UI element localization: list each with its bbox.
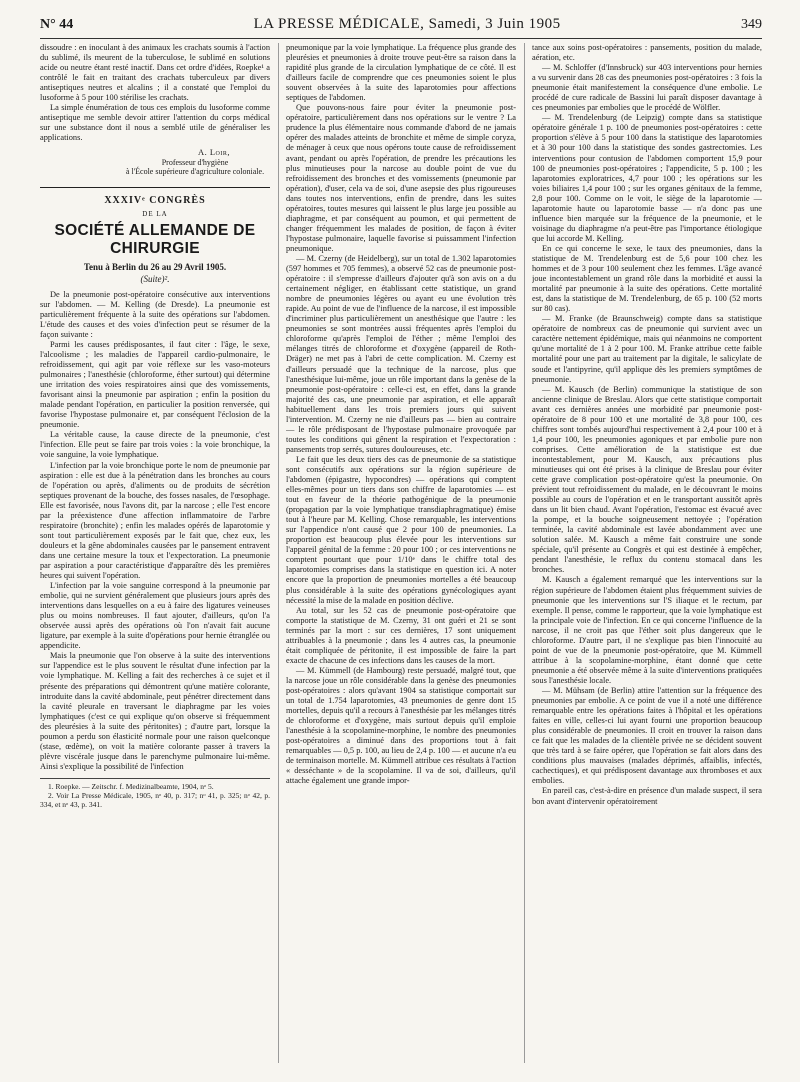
column-rule bbox=[278, 43, 279, 1063]
paragraph: Mais la pneumonie que l'on observe à la suite des interventions sur l'appendice est le plus souvent le résultat d'une infection par la voie lymphatique. M. Kelling a fait des recherches à ce sujet et il présente des préparations qui démontrent qu'une matière colorante, introduite dans la cavité abdominale, peut pénétrer directement dans la cavité pleurale en traversant le diaphragme par les voies lymphatiques (c'est ce qui explique qu'on observe si fréquemment des pleurésies à la suite des péritonites) ; d'autre part, lorsque la poumon a perdu son élasticité normale pour une raison quelconque (stase, œdème), on voit la matière colorante passer à travers la plèvre viscérale jusque dans le parenchyme pulmonaire lui-même. Ainsi s'explique la possibilité de l'infection bbox=[40, 651, 270, 771]
congress-heading bbox=[40, 196, 270, 284]
paragraph: Que pouvons-nous faire pour éviter la pneumonie post-opératoire, particulièrement dans nos opérations sur le ventre ? La prudence la plus élémentaire nous commande d'abord de ne jamais opérer des malades atteints de bronchite et même de simple coryza, de ménager à ceux que nous opérons toute cause de refroidissement avant, pendant ou après l'opération, de prendre les précautions les plus minutieuses pour la narcose au double point de vue du refroidissement des bronches et des vomissements (pneumonie par opération), d'user, cela va de soi, d'une asepsie des plus rigoureuses dans toutes nos interventions, enfin de prendre, dans les suites opératoires, toutes mesures qui laissent le plus large jeu possible au diaphragme, et par conséquent au poumon, et qui permettent de changer fréquemment les malades de position, de façon à éviter l'hypostase pulmonaire, laquelle favorise si puissamment l'infection pneumonique. bbox=[286, 103, 516, 253]
congress-dates: Tenu à Berlin du 26 au 29 Avril 1905. bbox=[83, 261, 227, 272]
society-name: SOCIÉTÉ ALLEMANDE DE CHIRURGIE bbox=[54, 221, 256, 257]
paragraph: — M. Franke (de Braunschweig) compte dans sa statistique opératoire de nombreux cas de pneumonie qui survient avec un caractère nettement épidémique, mais qui néanmoins ne comportent qu'une mortalité de 1 à 2 pour 100. M. Franke attribue cette faible mortalité pour une part au traitement par la digitale, le salicylate de soude et l'antipyrine, qu'il applique dès les premiers symptômes de pneumonie. bbox=[532, 314, 762, 384]
page-number: 349 bbox=[740, 17, 762, 32]
column-1 bbox=[40, 43, 270, 1063]
paragraph: De la pneumonie post-opératoire consécutive aux interventions sur l'abdomen. — M. Kelling (de Dresde). La pneumonie est particulièrement fréquente à la suite des opérations sur l'abdomen. L'étude des causes et des voies d'infection peut se résumer de la façon suivante : bbox=[40, 289, 270, 339]
author-role-1: Professeur d'hygiène bbox=[161, 157, 229, 167]
journal-title: LA PRESSE MÉDICALE, Samedi, 3 Juin 1905 bbox=[253, 16, 561, 32]
paragraph: — M. Trendelenburg (de Leipzig) compte dans sa statistique opératoire générale 1 p. 100 de pneumonies post-opératoires : cette proportion s'élève à 5 pour 100 dans la statistique des laparotomies et à 30 pour 100 dans la statistique des sondes gastrectomies. Les interventions pour contusion de l'abdomen comportent 15,9 pour 100 de pneumonies post-opératoires ; l'appendicite, 5 p. 100 ; les laparotomies exploratrices, 4,7 pour 100 ; les opérations sur les voies biliaires 1,4 pour 100 ; sur les organes génitaux de la femme, 2,8 pour 100. Comme on le voit, le siège de la laparotomie — laparotomie haute ou laparotomie basse — n'a donc pas une influence bien marquée sur la fréquence de la pneumonie, et le voisinage du diaphragme n'a peut-être pas l'importance étiologique que lui accorde M. Kelling. bbox=[532, 113, 762, 243]
paragraph: Au total, sur les 52 cas de pneumonie post-opératoire que comporte la statistique de M. Czerny, 31 ont guéri et 21 se sont terminés par la mort : sur ces dernières, 17 sont uniquement attribuables à la pneumonie ; dans les 4 autres cas, la pneumonie était compliquée de péritonite, il est impossible de faire la part exacte de chacune de ces infections dans les causes de la mort. bbox=[286, 605, 516, 665]
issue-number: N° 44 bbox=[40, 17, 74, 32]
paragraph: tance aux soins post-opératoires : pansements, position du malade, aération, etc. bbox=[532, 43, 762, 63]
paragraph: En ce qui concerne le sexe, le taux des pneumonies, dans la statistique de M. Trendelenburg est de 5,6 pour 100 chez les hommes et de 3 pour 100 seulement chez les femmes. L'âge avancé joue incontestablement un grand rôle dans la morbidité et aussi la mortalité par pneumonie à la suite des opérations. Cette mortalité est, dans la statistique de M. Trendelenburg, de 65 p. 100 (52 morts sur 80 cas). bbox=[532, 243, 762, 314]
author-signature bbox=[40, 147, 270, 176]
paragraph: dissoudre : en inoculant à des animaux les crachats soumis à l'action du sublimé, ils meurent de la tuberculose, le sublimé en solutions acide ou neutre étant resté inactif. Dans cet ordre d'idées, Roepke¹ a contrôlé le fait en traitant des crachats tuberculeux par divers antiseptiques neutres et alcalins ; il a constaté que l'emploi du lusoforme à 5 pour 100 stérilise les crachats. bbox=[40, 43, 270, 103]
article-columns bbox=[40, 43, 762, 1063]
column-3-body bbox=[532, 43, 762, 807]
column-rule bbox=[524, 43, 525, 1063]
paragraph: M. Kausch a également remarqué que les interventions sur la région supérieure de l'abdomen étaient plus fréquemment suivies de pneumonie que les interventions sur l'S iliaque et le rectum, par exemple. Il pense, comme le rapporteur, que la voie lymphatique est la principale voie de l'infection. En ce qui concerne l'influence de la narcose, il ne croit pas que l'éther soit plus dangereux que le chloroforme. D'autre part, il ne s'explique pas bien l'innocuité au point de vue de la pneumonie post-opératoire, que M. Kümmell attribue à la scopolamine-morphine, étant donné que cette pneumonie a été observée même à la suite d'interventions pratiquées sous l'anesthésie locale. bbox=[532, 575, 762, 685]
congress-de-la: DE LA bbox=[142, 209, 168, 218]
paragraph: En pareil cas, c'est-à-dire en présence d'un malade suspect, il sera bon avant d'intervenir opératoirement bbox=[532, 786, 762, 806]
paragraph: La simple énumération de tous ces emplois du lusoforme comme antiseptique me semble devoir attirer l'attention du corps médical sur une substance dont il nous a semblé utile de généraliser les applications. bbox=[40, 103, 270, 143]
newspaper-page bbox=[40, 16, 762, 809]
column-3 bbox=[532, 43, 762, 1063]
author-role-2: à l'École supérieure d'agriculture coloniale. bbox=[125, 167, 265, 177]
congress-suite: (Suite)². bbox=[140, 273, 170, 284]
section-divider bbox=[40, 187, 270, 188]
column-2 bbox=[286, 43, 516, 1063]
paragraph: L'infection par la voie bronchique porte le nom de pneumonie par aspiration : elle est due à la pénétration dans les bronches au cours de l'opération ou après, d'aliments ou de produits de sécrétion septiques provenant de la bouche, des fosses nasales, de l'œsophage. Elle est favorisée, nous l'avons dit, par la narcose ; elle l'est encore par la préexistence d'une affection inflammatoire de l'arbre respiratoire (bronchite) ; enfin les malades opérés de laparotomie y sont tout particulièrement exposés par le fait que, chez eux, les douleurs et la gêne abdominales causées par le pansement entravent dans une certaine mesure la toux et l'expectoration. La pneumonie par aspiration a pour caractéristique d'apparaître dès les premières heures qui suivent l'opération. bbox=[40, 460, 270, 581]
paragraph: — M. Mühsam (de Berlin) attire l'attention sur la fréquence des pneumonies par embolie. A ce point de vue il a noté une différence remarquable entre les opérations faites à l'hôpital et les opérations faites en ville, celles-ci lui ayant fourni une proportion beaucoup plus considérable de pneumonies. Il croit en trouver la raison dans ce fait que les malades de la clientèle privée ne se décident souvent que très tard à se faire opérer, que l'opération se fait alors dans des conditions plus mauvaises (malades déprimés, affaiblis, infectés, cachectiques), et qui prédisposent davantage aux thromboses et aux embolies. bbox=[532, 686, 762, 786]
paragraph: — M. Kümmell (de Hambourg) reste persuadé, malgré tout, que la narcose joue un rôle considérable dans la genèse des pneumonies post-opératoires : alors qu'avant 1904 sa statistique comportait sur un total de 1.754 laparotomies, 43 pneumonies de genre dont 15 mortelles, depuis qu'il a recours à l'anesthésie par les mélanges titrés de chloroforme et d'oxygène, mais surtout depuis qu'il emploie l'anesthésie à la scopolamine-morphine, le nombre des pneumonies post-opératoires a diminué dans des proportions tout à fait remarquables — 0,5 p. 100, au lieu de 2,4 p. 100 — et aucune n'a eu de terminaison mortelle. M. Kümmell attribue ces résultats à l'action « desséchante » de la scopolamine. Il va de soi, d'ailleurs, qu'il attache également une grande impor- bbox=[286, 665, 516, 786]
footnote: 2. Voir La Presse Médicale, 1905, nᵒ 40, p. 317; nᵒ 41, p. 325; nᵒ 42, p. 334, et nᵒ 43, p. 341. bbox=[40, 790, 270, 809]
footnotes bbox=[40, 778, 270, 809]
paragraph: — M. Czerny (de Heidelberg), sur un total de 1.302 laparotomies (597 hommes et 705 femmes), a observé 52 cas de pneumonie post-opératoire : il s'empresse d'ailleurs d'ajouter qu'à son avis on a du certainement négliger, en établissant cette statistique, un grand nombre de pneumonies légères ou ayant eu une évolution très rapide. Au point de vue de l'influence de la narcose, il est impossible d'incriminer plus particulièrement un anesthésique que l'autre : les pneumonies se sont montrées aussi fréquentes après l'emploi du chloroforme qu'après l'emploi de l'éther ; même l'emploi des mélanges titrés de chloroforme et d'oxygène (appareil de Roth-Dräger) ne met pas à l'abri de cette complication. M. Czerny est d'ailleurs persuadé que la technique de la narcose, plus que l'anesthésique lui-même, joue un rôle important dans la genèse de la pneumonie post-opératoire : celle-ci est, en effet, dans la grande majorité des cas, une pneumonie par aspiration, et elle apparaît habituellement dans les trois premiers jours qui suivent l'intervention. M. Czerny ne nie d'ailleurs pas — bien au contraire — le rôle prédisposant de l'hypostase pulmonaire provoquée par toutes les conditions qui gênent la respiration et l'expectoration : pansements trop serrés, sutures douloureuses, etc. bbox=[286, 253, 516, 454]
intro-text bbox=[40, 43, 270, 143]
paragraph: L'infection par la voie sanguine correspond à la pneumonie par embolie, qui ne survient généralement que plusieurs jours après des interventions dans lesquelles on a eu à faire des ligatures veineuses plus ou moins nombreuses. Il faut ajouter, d'ailleurs, qu'on l'a observée aussi après des opérations où l'on n'avait fait aucune ligature, par exemple à la suite d'opérations pour hernie étranglée ou appendicite. bbox=[40, 581, 270, 651]
paragraph: — M. Schloffer (d'Innsbruck) sur 403 interventions pour hernies a vu survenir dans 28 cas des pneumonies post-opératoires : 3 fois la pneumonie était manifestement la conséquence d'une embolie. Le procédé de cure radicale de Bassini lui paraît disposer davantage à ces pneumonies par embolies que le procédé de Wölfler. bbox=[532, 63, 762, 113]
column-1-body bbox=[40, 290, 270, 772]
paragraph: La véritable cause, la cause directe de la pneumonie, c'est l'infection. Elle peut se faire par trois voies : la voie bronchique, la voie sanguine, la voie lymphatique. bbox=[40, 430, 270, 460]
author-name: A. Loir, bbox=[197, 147, 230, 158]
footnote: 1. Roepke. — Zeitschr. f. Medizinalbeamte, 1904, nᵒ 5. bbox=[48, 781, 214, 791]
column-2-body bbox=[286, 43, 516, 786]
paragraph: Le fait que les deux tiers des cas de pneumonie de sa statistique sont consécutifs aux opérations sur la région supérieure de l'abdomen (épigastre, hypocondres) — opérations qui comptent elles-mêmes pour un tiers dans son chiffre de laparotomies — est tout en faveur de la théorie pathogénique de la pneumonie (propagation par la voie lymphatique transdiaphragmatique) émise tout à l'heure par M. Kelling. Chose remarquable, les interventions sur l'appendice n'ont causé que 2 pour 100 de pneumonies. La proportion est beaucoup plus élevée pour les interventions sur l'appareil génital de la femme : 20 pour 100 ; or ces interventions ne comptent pourtant que pour 1/10ᵉ dans le chiffre total des laparotomies comprises dans la statistique en question ici. A noter encore que la proportion de pneumonies mortelles a été beaucoup plus considérable à la suite des opérations gynécologiques ayant nécessité la mise de la malade en position déclive. bbox=[286, 454, 516, 605]
paragraph: — M. Kausch (de Berlin) communique la statistique de son ancienne clinique de Breslau. Alors que cette statistique comportait avant ces dernières années une morbidité par pneumonie post-opératoire de 8 pour 100 et une mortalité de 3,8 pour 100, ces chiffres sont tombés aujourd'hui respectivement à 2,4 pour 100 et à 1,4 pour 100, les pneumonies agoniques et par embolie pure non comprises. Cette amélioration de la statistique est due incontestablement, pour M. Kausch, aux précautions plus minutieuses qui ont été prises à la clinique de Breslau pour éviter cette grave complication post-opératoire qu'est la pneumonie. On prévient tout refroidissement du malade, en le découvrant le moins possible au cours de l'opération et en le transportant aussitôt après dans un lit bien chaud. Avant l'opération, l'estomac est évacué avec la pompe, et la bouche soigneusement nettoyée ; l'opération terminée, la cavité abdominale est lavée abondamment avec une solution salée. M. Kausch a même fait construire une sonde spéciale, qu'il présente au Congrès et qui est destinée à empêcher, pendant l'anesthésie, le reflux du contenu stomacal dans les bronches. bbox=[532, 384, 762, 575]
page-header bbox=[40, 16, 762, 39]
congress-title: XXXIVᵉ CONGRÈS bbox=[104, 194, 206, 206]
paragraph: pneumonique par la voie lymphatique. La fréquence plus grande des pleurésies et pneumonies à droite trouve peut-être sa raison dans la rapidité plus grande de la circulation lymphatique de ce côté. Il est d'ailleurs facile de comprendre que ces pneumonies soient le plus souvent observées à la suite des laparotomies pour affections septiques de l'abdomen. bbox=[286, 43, 516, 103]
paragraph: Parmi les causes prédisposantes, il faut citer : l'âge, le sexe, l'alcoolisme ; les maladies de l'appareil cardio-pulmonaire, le refroidissement, qui agit par voie réflexe sur les vaso-moteurs pulmonaires ; l'anesthésie (chloroforme, éther surtout) qui détermine une irritation des voies respiratoires ainsi que des vomissements, favorisant ainsi la pneumonie par aspiration ; enfin la position du malade pendant l'opération, en particulier la position renversée, qui favorise l'hypostase pulmonaire et, par conséquent l'éclosion de la pneumonie. bbox=[40, 339, 270, 430]
